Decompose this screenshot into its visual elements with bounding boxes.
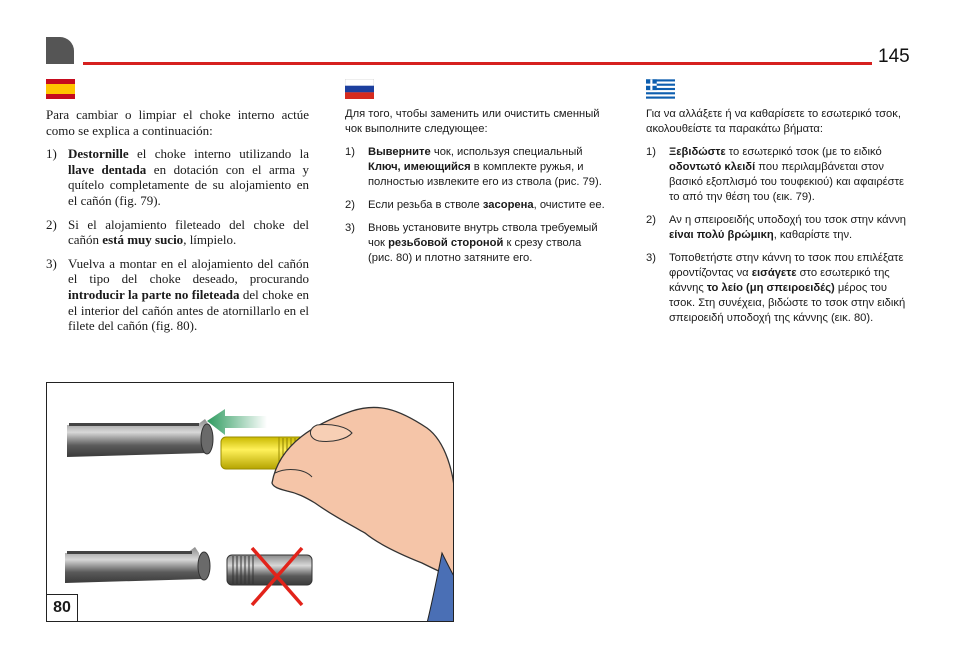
upper-barrel [67, 419, 213, 457]
greek-column [646, 107, 910, 334]
gr-step-1: 1) Ξεβιδώστε το εσωτερικό τσοκ (με το ειδικό οδοντωτό κλειδί που περιλαμβάνεται στον βασικό εξοπλισμό του τουφεκιού) και αφαιρέστε το από την θέση του (εικ. 79). [646, 146, 904, 203]
russian-column [345, 107, 609, 274]
header-rule [83, 62, 872, 65]
greece-flag-icon [646, 79, 675, 99]
ru-intro: Для того, чтобы заменить или очистить сменный чок выполните следующее: [345, 108, 600, 135]
figure-80 [46, 382, 454, 622]
choke-installation-illustration [47, 383, 454, 622]
es-step-1: 1) Destornille el choke interno utilizando la llave dentada en dotación con el arma y quítelo completamente de su alojamiento en el cañón (fig. 79). [46, 146, 309, 208]
lower-barrel [65, 547, 210, 583]
hand [272, 407, 454, 622]
es-step-3: 3) Vuelva a montar en el alojamiento del cañón el tipo del choke deseado, procurando introducir la parte no fileteada del choke en el interior del cañón antes de atornillarlo en el filete del cañón (fig. 80). [46, 255, 309, 334]
spanish-column [46, 107, 309, 342]
gr-step-3: 3) Τοποθετήστε στην κάννη το τσοκ που επιλέξατε φροντίζοντας να εισάγετε στο εσωτερικό της κάννης το λείο (μη σπειροειδές) μέρος του τσοκ. Στη συνέχεια, βιδώστε το τσοκ στην ειδική σπειροειδή υποδοχή της κάννης (εικ. 80). [646, 252, 906, 324]
ru-step-2: 2) Если резьба в стволе засорена, очистите ее. [345, 199, 605, 211]
page-number: 145 [878, 46, 910, 67]
es-step-2: 2) Si el alojamiento fileteado del choke del cañón está muy sucio, límpielo. [46, 216, 309, 248]
ru-step-3: 3) Вновь установите внутрь ствола требуемый чок резьбовой стороной к срезу ствола (рис. 80) и плотно затяните его. [345, 222, 598, 264]
spain-flag-icon [46, 79, 75, 99]
ru-step-1: 1) Выверните чок, используя специальный Ключ, имеющийся в комплекте ружья, и полностью извлеките его из ствола (рис. 79). [345, 146, 602, 188]
figure-number: 80 [47, 594, 78, 621]
es-intro: Para cambiar o limpiar el choke interno actúe como se explica a continuación: [46, 107, 309, 138]
chapter-tab [46, 37, 74, 64]
insert-direction-arrow-icon [207, 409, 267, 435]
gr-intro: Για να αλλάξετε ή να καθαρίσετε το εσωτερικό τσοκ, ακολουθείστε τα παρακάτω βήματα: [646, 108, 901, 135]
russia-flag-icon [345, 79, 374, 99]
gr-step-2: 2) Αν η σπειροειδής υποδοχή του τσοκ στην κάννη είναι πολύ βρώμικη, καθαρίστε την. [646, 214, 907, 241]
